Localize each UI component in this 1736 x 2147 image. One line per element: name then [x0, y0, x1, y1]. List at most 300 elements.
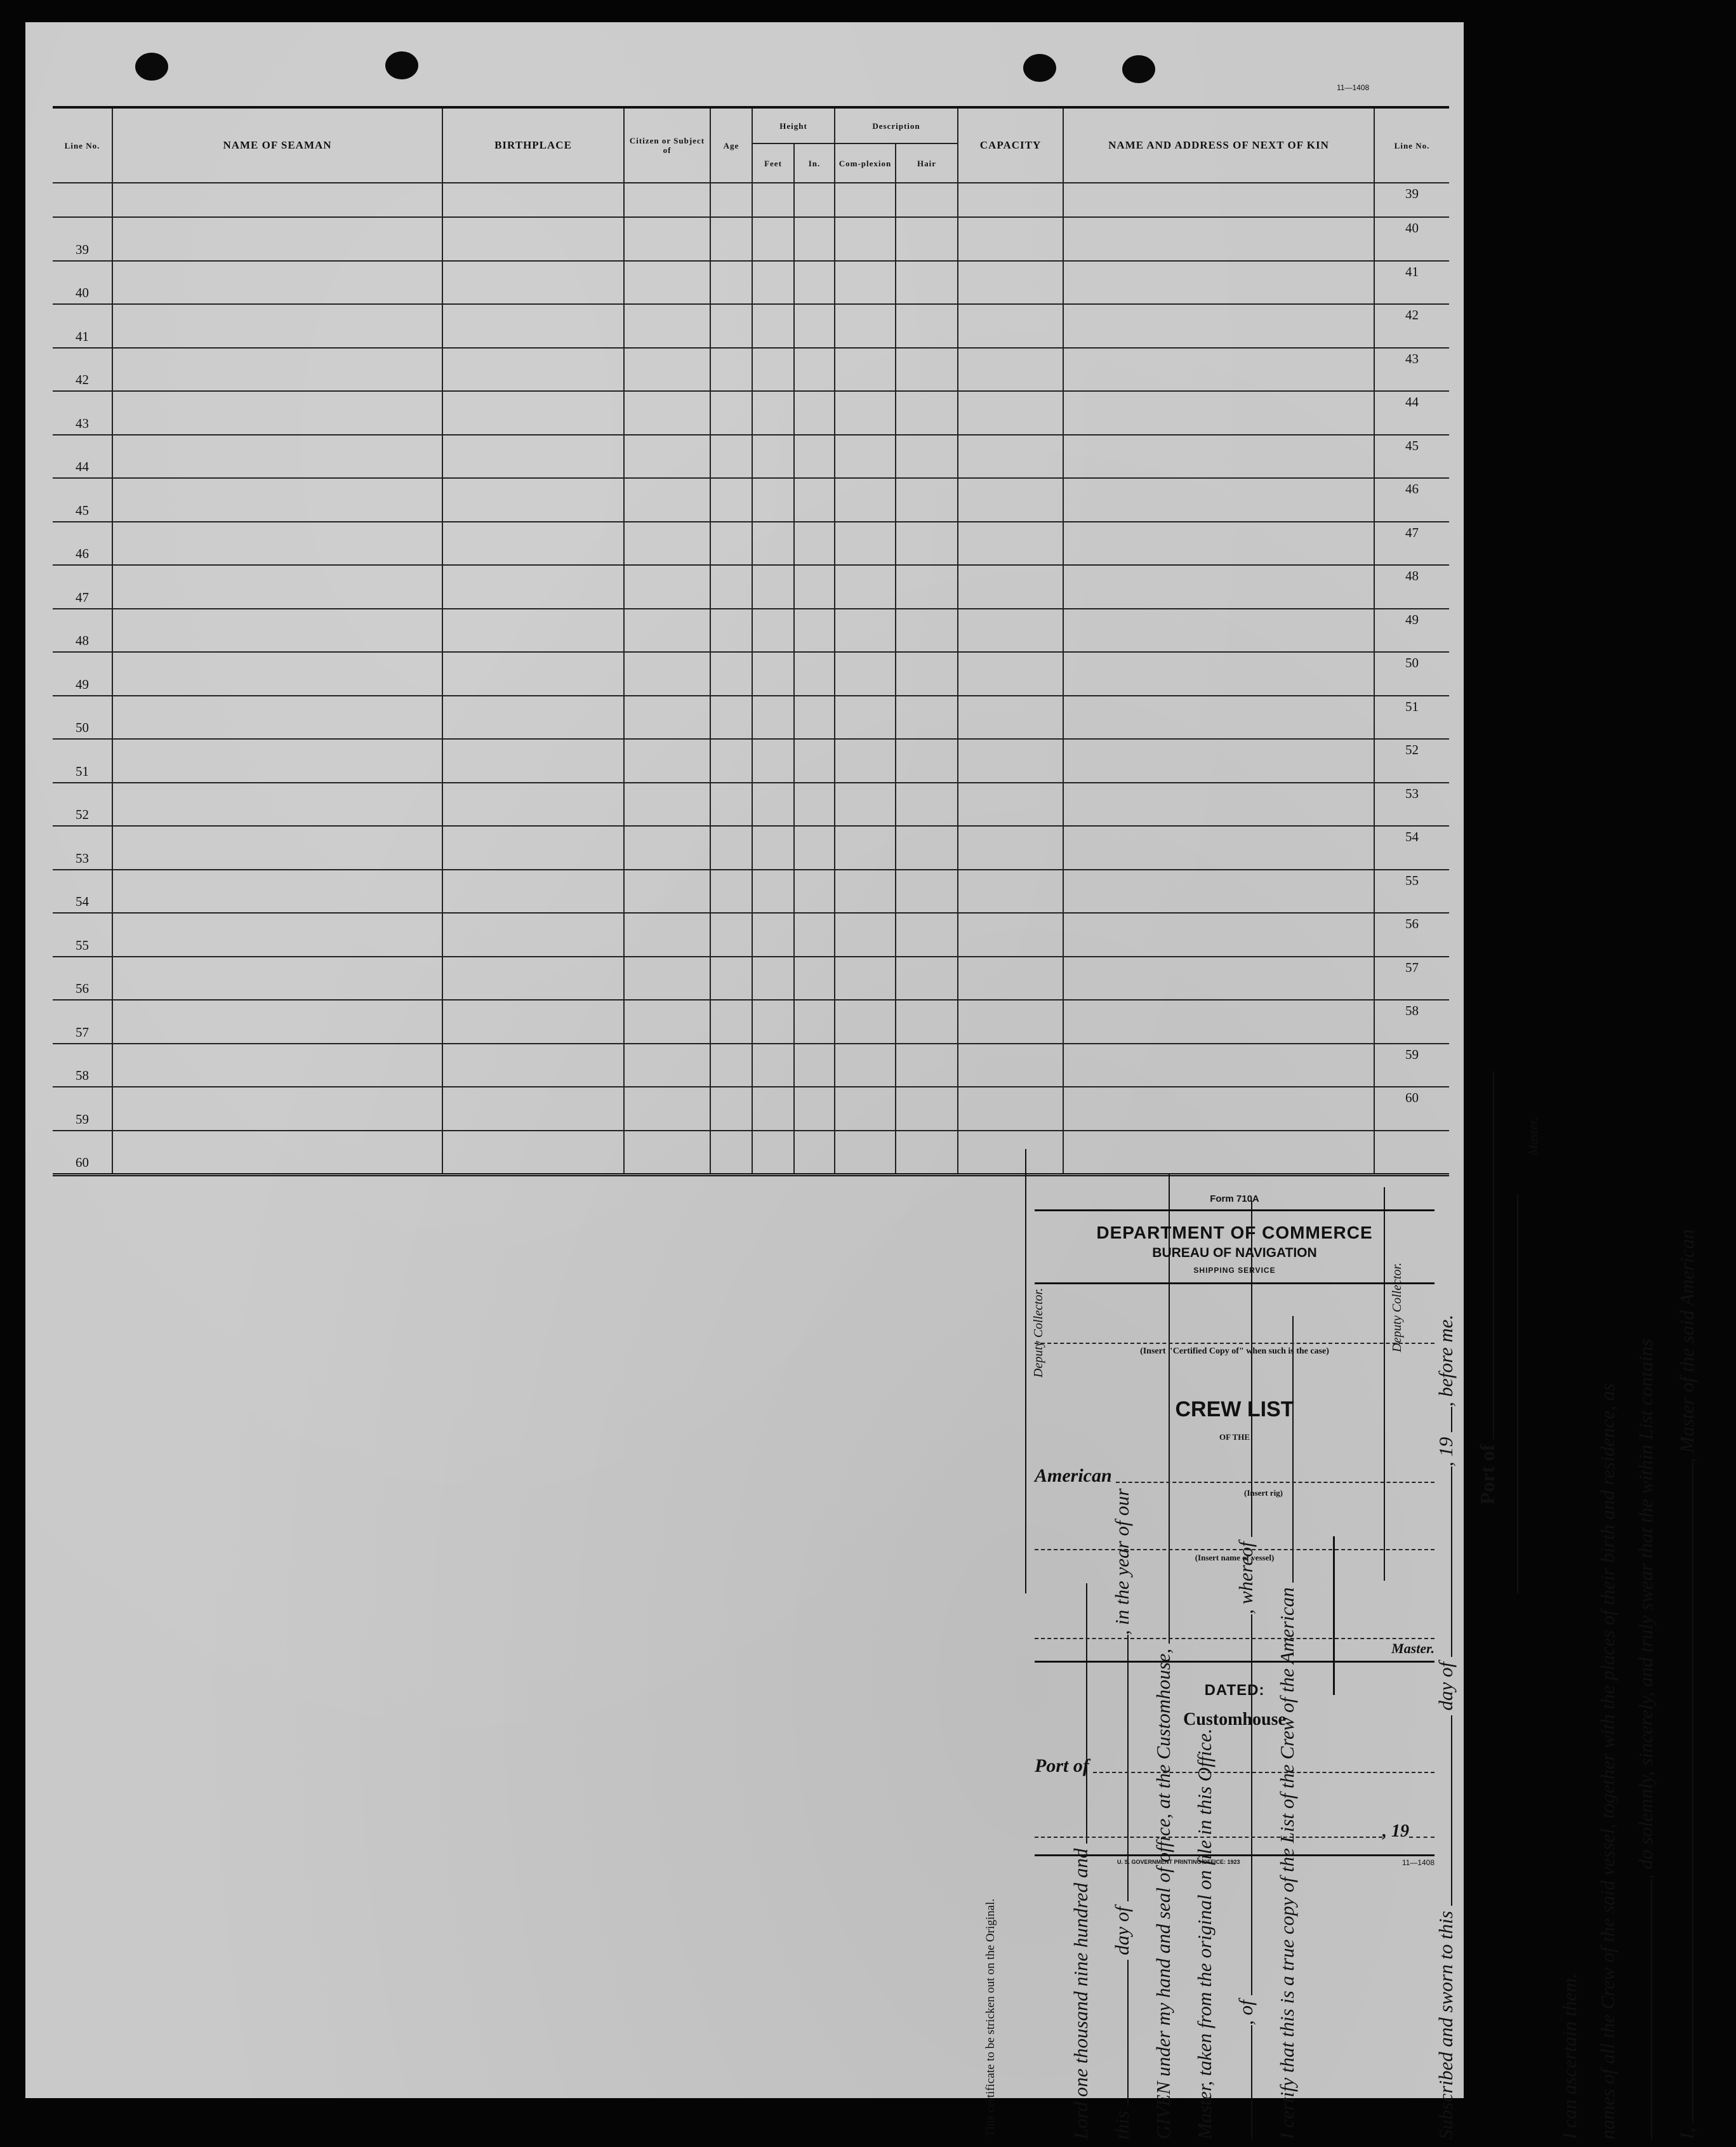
- table-cell: [442, 478, 624, 522]
- line-number-right: 56: [1374, 913, 1449, 957]
- date-blank: [1035, 1837, 1382, 1838]
- table-cell: [1063, 870, 1374, 914]
- certified-note: (Insert "Certified Copy of" when such is the case): [1140, 1346, 1329, 1356]
- table-cell: [794, 391, 835, 435]
- table-cell: [624, 1131, 710, 1175]
- table-cell: [835, 826, 896, 870]
- table-cell: [442, 1000, 624, 1044]
- deputy-collector-label-2: Deputy Collector.: [1031, 1287, 1045, 1378]
- table-cell: [112, 304, 442, 348]
- table-cell: [442, 391, 624, 435]
- table-row: [53, 565, 1449, 609]
- table-cell: [1063, 957, 1374, 1000]
- table-cell: [752, 652, 794, 696]
- insert-rig-note: (Insert rig): [1244, 1488, 1283, 1498]
- table-cell: [112, 826, 442, 870]
- crew-list-page: [25, 22, 1698, 2139]
- table-cell: [752, 783, 794, 827]
- table-cell: [958, 1087, 1063, 1131]
- line-number-right: 44: [1374, 391, 1449, 435]
- master-label: Master.: [1391, 1640, 1435, 1656]
- table-cell: [752, 870, 794, 914]
- oath-line-1: I, , Master of the said American: [1676, 1229, 1698, 2139]
- table-cell: [896, 696, 958, 740]
- certify-line: I certify that this is a true copy of the List of the Crew of the American: [1276, 1316, 1299, 2139]
- table-cell: [710, 1000, 752, 1044]
- table-cell: [752, 261, 794, 305]
- table-cell: [442, 913, 624, 957]
- deputy-signature-line-2: [1025, 1149, 1026, 1593]
- port-of-line: Port of: [1035, 1755, 1435, 1777]
- table-cell: [896, 304, 958, 348]
- table-cell: [710, 1044, 752, 1087]
- table-cell: [835, 1044, 896, 1087]
- table-cell: [112, 391, 442, 435]
- line-number: 51: [53, 739, 112, 783]
- panel-form-code: 11—1408: [1401, 1858, 1435, 1867]
- table-cell: [752, 826, 794, 870]
- col-header-birthplace: BIRTHPLACE: [442, 107, 624, 183]
- table-cell: [835, 1000, 896, 1044]
- table-cell: [710, 348, 752, 392]
- table-cell: [710, 435, 752, 479]
- table-cell: [794, 348, 835, 392]
- col-header-age: Age: [710, 107, 752, 183]
- table-row: [53, 217, 1449, 261]
- table-cell: [112, 609, 442, 653]
- table-cell: [710, 217, 752, 261]
- table-cell: [896, 217, 958, 261]
- table-cell: [958, 783, 1063, 827]
- line-number: 56: [53, 957, 112, 1000]
- table-cell: [624, 783, 710, 827]
- table-cell: [112, 913, 442, 957]
- table-cell: [752, 478, 794, 522]
- table-cell: [794, 1000, 835, 1044]
- table-cell: [752, 957, 794, 1000]
- port-blank: [1093, 1772, 1435, 1773]
- table-cell: [710, 1087, 752, 1131]
- table-cell: [1063, 565, 1374, 609]
- table-cell: [835, 522, 896, 566]
- table-cell: [442, 261, 624, 305]
- table-cell: [752, 609, 794, 653]
- table-cell: [835, 261, 896, 305]
- stricken-note: This certificate to be stricken out on the Original.: [984, 1898, 997, 2137]
- table-cell: [624, 391, 710, 435]
- table-cell: [442, 739, 624, 783]
- table-cell: [794, 1044, 835, 1087]
- table-cell: [794, 957, 835, 1000]
- customhouse-label: Customhouse: [1183, 1710, 1286, 1729]
- table-cell: [112, 1000, 442, 1044]
- table-cell: [752, 217, 794, 261]
- table-cell: [442, 435, 624, 479]
- binder-hole: [135, 53, 168, 81]
- table-cell: [958, 913, 1063, 957]
- dated-label: DATED:: [1204, 1682, 1265, 1699]
- line-number: 39: [53, 217, 112, 261]
- line-number: 50: [53, 696, 112, 740]
- table-cell: [112, 217, 442, 261]
- table-cell: [442, 696, 624, 740]
- table-cell: [624, 826, 710, 870]
- table-row: [53, 1044, 1449, 1087]
- line-number-right: 51: [1374, 696, 1449, 740]
- table-cell: [1063, 913, 1374, 957]
- table-cell: [958, 261, 1063, 305]
- master-signature-line: [1517, 1193, 1518, 1593]
- table-cell: [710, 739, 752, 783]
- line-number: 55: [53, 913, 112, 957]
- table-cell: [835, 609, 896, 653]
- table-row: [53, 261, 1449, 305]
- binder-hole: [1122, 55, 1155, 83]
- line-number: 40: [53, 261, 112, 305]
- line-number-right: 48: [1374, 565, 1449, 609]
- line-number: 57: [53, 1000, 112, 1044]
- table-cell: [1063, 783, 1374, 827]
- table-cell: [835, 565, 896, 609]
- line-number: 41: [53, 304, 112, 348]
- table-cell: [624, 696, 710, 740]
- table-cell: [794, 1131, 835, 1175]
- table-cell: [1063, 1000, 1374, 1044]
- table-cell: [752, 913, 794, 957]
- table-cell: [794, 913, 835, 957]
- table-cell: [896, 478, 958, 522]
- table-cell: [752, 1087, 794, 1131]
- table-cell: [112, 652, 442, 696]
- oath-line-4: I can ascertain them.: [1558, 1973, 1580, 2139]
- table-cell: [112, 957, 442, 1000]
- line-number-right: 46: [1374, 478, 1449, 522]
- table-row: [53, 1000, 1449, 1044]
- table-cell: [1063, 1087, 1374, 1131]
- port-blank: [1476, 1071, 1494, 1439]
- table-cell: [710, 652, 752, 696]
- table-cell: [794, 522, 835, 566]
- table-cell: [710, 783, 752, 827]
- table-cell: [835, 652, 896, 696]
- table-cell: [835, 391, 896, 435]
- crew-list-title: CREW LIST: [1175, 1397, 1294, 1421]
- service-title: SHIPPING SERVICE: [1193, 1266, 1276, 1275]
- col-header-description: Description: [835, 107, 958, 143]
- table-cell: [752, 1131, 794, 1175]
- line-number-right: 39: [1374, 183, 1449, 217]
- table-cell: [958, 870, 1063, 914]
- table-cell: [1063, 478, 1374, 522]
- subscribed-line: Subscribed and sworn to this day of , 19 , before me.: [1435, 1314, 1457, 2139]
- table-cell: [710, 304, 752, 348]
- table-cell: [958, 304, 1063, 348]
- line-number-right: 54: [1374, 826, 1449, 870]
- table-cell: [442, 348, 624, 392]
- table-cell: [710, 522, 752, 566]
- table-cell: [442, 1131, 624, 1175]
- line-number-right: 53: [1374, 783, 1449, 827]
- line-number: 48: [53, 609, 112, 653]
- table-cell: [624, 435, 710, 479]
- table-cell: [710, 1131, 752, 1175]
- insert-vessel-note: (Insert name of vessel): [1195, 1553, 1275, 1562]
- line-number-right: 52: [1374, 739, 1449, 783]
- line-number: 54: [53, 870, 112, 914]
- table-cell: [624, 478, 710, 522]
- table-cell: [112, 696, 442, 740]
- line-number: 53: [53, 826, 112, 870]
- form-code: 11—1408: [1337, 83, 1370, 92]
- table-cell: [442, 826, 624, 870]
- line-number-right: 59: [1374, 1044, 1449, 1087]
- table-cell: [896, 1044, 958, 1087]
- table-cell: [958, 217, 1063, 261]
- binder-hole: [1023, 54, 1056, 82]
- table-cell: [1063, 739, 1374, 783]
- of-whereof-line: , of , whereof: [1235, 1200, 1257, 2139]
- table-cell: [710, 565, 752, 609]
- table-cell: [835, 870, 896, 914]
- line-number: 52: [53, 783, 112, 827]
- table-cell: [896, 565, 958, 609]
- line-number-right: 50: [1374, 652, 1449, 696]
- table-cell: [112, 435, 442, 479]
- table-cell: [958, 739, 1063, 783]
- line-number-right: 42: [1374, 304, 1449, 348]
- table-cell: [794, 565, 835, 609]
- table-cell: [958, 957, 1063, 1000]
- line-number: 43: [53, 391, 112, 435]
- table-cell: [958, 1044, 1063, 1087]
- table-cell: [710, 870, 752, 914]
- table-cell: [896, 1000, 958, 1044]
- table-row: [53, 609, 1449, 653]
- table-cell: [752, 1044, 794, 1087]
- line-number: 49: [53, 652, 112, 696]
- table-cell: [624, 261, 710, 305]
- table-cell: [442, 565, 624, 609]
- table-row: [53, 826, 1449, 870]
- table-cell: [112, 1044, 442, 1087]
- table-cell: [752, 522, 794, 566]
- table-cell: [958, 1000, 1063, 1044]
- line-number-right: 45: [1374, 435, 1449, 479]
- table-cell: [958, 348, 1063, 392]
- form-number: Form 710A: [1210, 1193, 1259, 1204]
- master-label: Master.: [1527, 1117, 1541, 1155]
- department-title: DEPARTMENT OF COMMERCE: [1096, 1223, 1373, 1242]
- table-cell: [896, 1087, 958, 1131]
- col-header-name-of-seaman: NAME OF SEAMAN: [112, 107, 442, 183]
- taken-from-line: Master, taken from the original on file in this Office.: [1193, 1728, 1216, 2139]
- port-of-label: Port of: [1476, 1071, 1499, 1505]
- table-cell: [442, 1044, 624, 1087]
- table-row: [53, 652, 1449, 696]
- table-cell: [794, 261, 835, 305]
- table-cell: [896, 870, 958, 914]
- table-cell: [794, 783, 835, 827]
- table-cell: [958, 652, 1063, 696]
- table-cell: [752, 391, 794, 435]
- table-cell: [1063, 217, 1374, 261]
- table-row: [53, 522, 1449, 566]
- table-row: [53, 783, 1449, 827]
- table-cell: [752, 348, 794, 392]
- table-cell: [1063, 1044, 1374, 1087]
- col-header-inches: In.: [794, 143, 835, 183]
- col-header-citizen-of: Citizen or Subject of: [624, 107, 710, 183]
- table-cell: [752, 1000, 794, 1044]
- col-header-height: Height: [752, 107, 835, 143]
- master-name-blank: [1035, 1638, 1435, 1639]
- table-cell: [896, 435, 958, 479]
- table-cell: [958, 696, 1063, 740]
- table-cell: [794, 304, 835, 348]
- col-header-line-no: Line No.: [53, 107, 112, 183]
- table-cell: [1063, 652, 1374, 696]
- line-number-right: 41: [1374, 261, 1449, 305]
- crew-table: [53, 106, 1449, 1176]
- table-cell: [112, 739, 442, 783]
- table-cell: [624, 957, 710, 1000]
- table-cell: [835, 696, 896, 740]
- table-row: [53, 391, 1449, 435]
- table-cell: [1063, 522, 1374, 566]
- table-cell: [624, 739, 710, 783]
- table-cell: [958, 609, 1063, 653]
- table-cell: [1063, 391, 1374, 435]
- given-line: GIVEN under my hand and seal of office, at the Customhouse,: [1152, 1174, 1175, 2139]
- table-cell: [112, 522, 442, 566]
- table-cell: [710, 478, 752, 522]
- col-header-hair: Hair: [896, 143, 958, 183]
- line-number: 58: [53, 1044, 112, 1087]
- line-number-right: 55: [1374, 870, 1449, 914]
- table-cell: [752, 696, 794, 740]
- table-cell: [958, 565, 1063, 609]
- table-cell: [624, 217, 710, 261]
- table-cell: [710, 609, 752, 653]
- table-cell: [1063, 348, 1374, 392]
- table-cell: [794, 609, 835, 653]
- table-cell: [835, 348, 896, 392]
- line-number-right: 57: [1374, 957, 1449, 1000]
- col-header-line-no-right: Line No.: [1374, 107, 1449, 183]
- table-cell: [896, 391, 958, 435]
- line-number: 45: [53, 478, 112, 522]
- panel-rule: [1035, 1661, 1435, 1663]
- table-row: [53, 304, 1449, 348]
- table-cell: [1063, 609, 1374, 653]
- oath-line-2: , do solemnly, sincerely, and truly swear that the within List contains: [1634, 1339, 1657, 2139]
- table-cell: [1063, 826, 1374, 870]
- table-cell: [624, 565, 710, 609]
- table-cell: [896, 913, 958, 957]
- table-cell: [1063, 435, 1374, 479]
- line-number-right: 60: [1374, 1087, 1449, 1131]
- table-cell: [710, 826, 752, 870]
- table-cell: [710, 913, 752, 957]
- line-number: 46: [53, 522, 112, 566]
- table-cell: [896, 957, 958, 1000]
- table-cell: [442, 522, 624, 566]
- table-cell: [794, 652, 835, 696]
- rig-blank: [1116, 1482, 1435, 1483]
- table-cell: [1063, 696, 1374, 740]
- table-cell: [835, 783, 896, 827]
- table-cell: [624, 304, 710, 348]
- table-cell: [794, 696, 835, 740]
- table-cell: [835, 1131, 896, 1175]
- gpo-imprint: U. S. GOVERNMENT PRINTING OFFICE: 1923: [1117, 1859, 1240, 1865]
- table-cell: [624, 1000, 710, 1044]
- table-cell: [794, 435, 835, 479]
- american-rig-line: American: [1035, 1465, 1435, 1487]
- table-cell: [896, 522, 958, 566]
- table-cell: [835, 913, 896, 957]
- table-cell: [794, 1087, 835, 1131]
- table-cell: [752, 435, 794, 479]
- table-cell: [752, 739, 794, 783]
- table-cell: [624, 609, 710, 653]
- oath-line-3: names of all the Crew of the said vessel, together with the places of their birth and residence, as: [1596, 1383, 1619, 2139]
- table-cell: [752, 304, 794, 348]
- table-cell: [958, 522, 1063, 566]
- table-cell: [835, 957, 896, 1000]
- binder-hole: [385, 51, 418, 79]
- table-cell: [710, 957, 752, 1000]
- table-cell: [624, 348, 710, 392]
- table-cell: [442, 652, 624, 696]
- master-name-blank: [1676, 1463, 1693, 2123]
- table-cell: [752, 565, 794, 609]
- table-preamble-row: [53, 183, 1449, 217]
- vessel-name-blank: [1634, 1879, 1652, 2139]
- table-cell: [442, 870, 624, 914]
- table-cell: [958, 391, 1063, 435]
- table-cell: [624, 652, 710, 696]
- table-row: [53, 739, 1449, 783]
- table-cell: [896, 652, 958, 696]
- table-cell: [794, 739, 835, 783]
- line-number-right: 43: [1374, 348, 1449, 392]
- table-cell: [442, 783, 624, 827]
- table-cell: [112, 348, 442, 392]
- table-cell: [794, 826, 835, 870]
- table-cell: [835, 304, 896, 348]
- table-cell: [835, 435, 896, 479]
- table-cell: [112, 1131, 442, 1175]
- certified-copy-blank: [1035, 1343, 1435, 1344]
- table-cell: [710, 391, 752, 435]
- bureau-title: BUREAU OF NAVIGATION: [1152, 1246, 1317, 1260]
- table-cell: [896, 261, 958, 305]
- table-cell: [896, 826, 958, 870]
- table-cell: [112, 870, 442, 914]
- table-cell: [896, 783, 958, 827]
- table-cell: [794, 478, 835, 522]
- col-header-feet: Feet: [752, 143, 794, 183]
- line-number-right: 49: [1374, 609, 1449, 653]
- table-row: [53, 1087, 1449, 1131]
- table-cell: [835, 478, 896, 522]
- deputy-collector-label: Deputy Collector.: [1390, 1262, 1404, 1352]
- line-number: 42: [53, 348, 112, 392]
- this-day-line: this day of , in the year of our: [1111, 1488, 1133, 2139]
- panel-rule: [1035, 1209, 1435, 1211]
- table-cell: [710, 261, 752, 305]
